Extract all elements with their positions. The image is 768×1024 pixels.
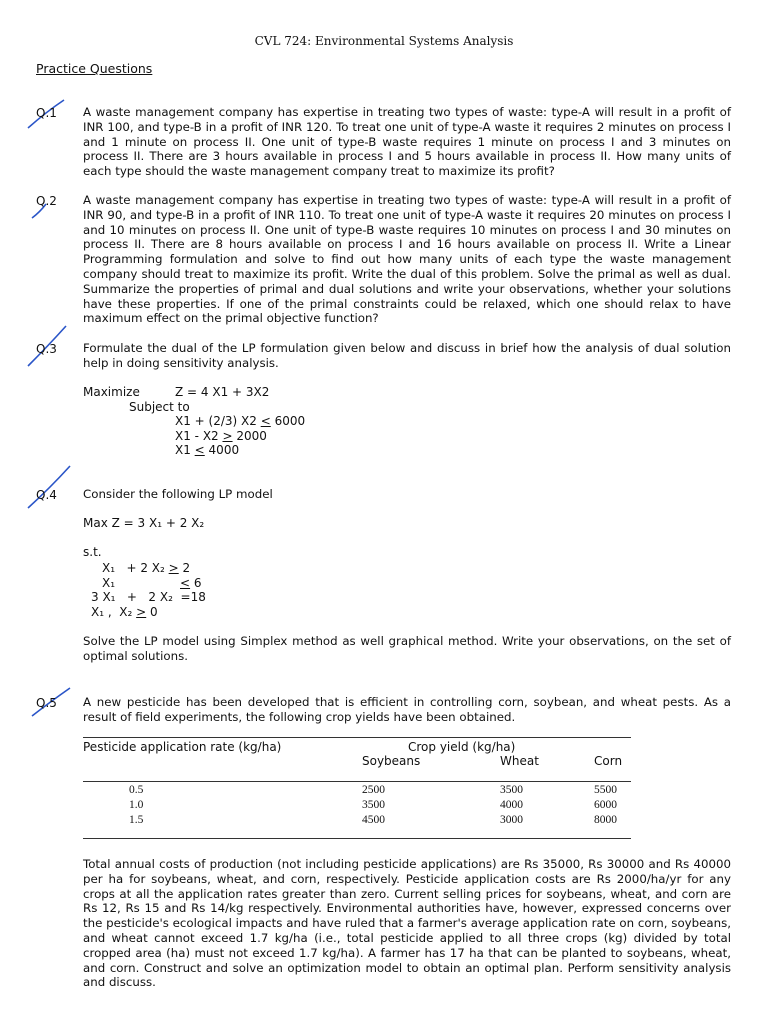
table-col-wheat: Wheat bbox=[500, 754, 539, 768]
table-cell-wheat: 3500 bbox=[500, 784, 523, 796]
table-col-soybeans: Soybeans bbox=[362, 754, 421, 768]
table-cell-rate: 1.5 bbox=[129, 814, 144, 826]
q4-st: s.t. bbox=[83, 545, 102, 559]
question-text-q3: Formulate the dual of the LP formulation given below and discuss in brief how the analysis of dual solution help in doing sensitivity analysis. bbox=[83, 341, 731, 370]
table-cell-rate: 1.0 bbox=[129, 799, 144, 811]
table-rule-top bbox=[83, 737, 631, 738]
question-label-q3: Q.3 bbox=[36, 342, 57, 356]
table-cell-soybeans: 4500 bbox=[362, 814, 385, 826]
q4-constraint-1: X₁ + 2 X₂ > 2 bbox=[102, 561, 191, 575]
q4-objective: Max Z = 3 X₁ + 2 X₂ bbox=[83, 516, 205, 530]
table-cell-wheat: 3000 bbox=[500, 814, 523, 826]
table-rule-mid bbox=[83, 781, 631, 782]
q3-subject-to: Subject to bbox=[129, 400, 190, 414]
question-text-q2: A waste management company has expertise in treating two types of waste: type-A will result in a profit of INR 90, and type-B in a profit of INR 110. To treat one unit of type-A waste it requires 20 minutes on process I and 10 minutes on process II. One unit of type-B waste requires 10 minutes on process I and 30 minutes on process II. There are 8 hours available on process I and 16 hours available on process II. Write a Linear Programming formulation and solve to find out how many units of each type the waste management company should treat to maximize its profit. Write the dual of this problem. Solve the primal as well as dual. Summarize the properties of primal and dual solutions and write your observations, whether your solutions have these properties. If one of the primal constraints could be relaxed, which one should relax to have maximum effect on the primal objective function? bbox=[83, 193, 731, 326]
table-cell-corn: 5500 bbox=[594, 784, 617, 796]
table-cell-corn: 8000 bbox=[594, 814, 617, 826]
question-text-q1: A waste management company has expertise in treating two types of waste: type-A will result in a profit of INR 100, and type-B in a profit of INR 120. To treat one unit of type-A waste it requires 2 minutes on process I and 1 minute on process II. One unit of type-B waste requires 1 minute on process I and 3 minutes on process II. There are 3 hours available in process I and 5 hours available in process II. How many units of each type should the waste management company treat to maximize its profit? bbox=[83, 105, 731, 179]
table-header-rate: Pesticide application rate (kg/ha) bbox=[83, 740, 282, 754]
question-text-q5: Total annual costs of production (not including pesticide applications) are Rs 35000, Rs 30000 and Rs 40000 per ha for soybeans, wheat, and corn, respectively. Pesticide application costs are Rs 2000/ha/yr for any crops at all the application rates greater than zero. Current selling prices for soybeans, wheat, and corn are Rs 12, Rs 15 and Rs 14/kg respectively. Environmental authorities have, however, expressed concerns over the pesticide's ecological impacts and have ruled that a farmer's average application rate on corn, soybeans, and wheat cannot exceed 1.7 kg/ha (i.e., total pesticide applied to all three crops (kg) divided by total cropped area (ha) must not exceed 1.7 kg/ha). A farmer has 17 ha that can be planted to soybeans, wheat, and corn. Construct and solve an optimization model to obtain an optimal plan. Perform sensitivity analysis and discuss. bbox=[83, 857, 731, 990]
section-title: Practice Questions bbox=[36, 61, 153, 76]
q4-constraint-2-rhs: < 6 bbox=[180, 576, 202, 590]
question-label-q1: Q.1 bbox=[36, 106, 57, 120]
page-header: CVL 724: Environmental Systems Analysis bbox=[254, 34, 514, 48]
table-rule-bottom bbox=[83, 838, 631, 839]
q3-constraint-2: X1 - X2 > 2000 bbox=[175, 429, 267, 443]
q4-constraint-3: 3 X₁ + 2 X₂ =18 bbox=[91, 590, 206, 604]
question-label-q4: Q.4 bbox=[36, 488, 57, 502]
q3-constraint-3: X1 < 4000 bbox=[175, 443, 240, 457]
q4-constraint-4: X₁ , X₂ > 0 bbox=[91, 605, 158, 619]
q5-intro: A new pesticide has been developed that is efficient in controlling corn, soybean, and wheat pests. As a result of field experiments, the following crop yields have been obtained. bbox=[83, 695, 731, 724]
q3-objective: Z = 4 X1 + 3X2 bbox=[175, 385, 270, 399]
table-cell-soybeans: 3500 bbox=[362, 799, 385, 811]
table-cell-wheat: 4000 bbox=[500, 799, 523, 811]
q3-maximize-label: Maximize bbox=[83, 385, 140, 399]
table-cell-soybeans: 2500 bbox=[362, 784, 385, 796]
table-header-yield: Crop yield (kg/ha) bbox=[408, 740, 516, 754]
q3-constraint-1: X1 + (2/3) X2 < 6000 bbox=[175, 414, 306, 428]
question-label-q2: Q.2 bbox=[36, 194, 57, 208]
q4-intro: Consider the following LP model bbox=[83, 487, 273, 501]
table-cell-corn: 6000 bbox=[594, 799, 617, 811]
question-label-q5: Q.5 bbox=[36, 696, 57, 710]
q4-constraint-2-lhs: X₁ bbox=[102, 576, 116, 590]
question-text-q4: Solve the LP model using Simplex method as well graphical method. Write your observations, on the set of optimal solutions. bbox=[83, 634, 731, 663]
table-col-corn: Corn bbox=[594, 754, 623, 768]
table-cell-rate: 0.5 bbox=[129, 784, 144, 796]
